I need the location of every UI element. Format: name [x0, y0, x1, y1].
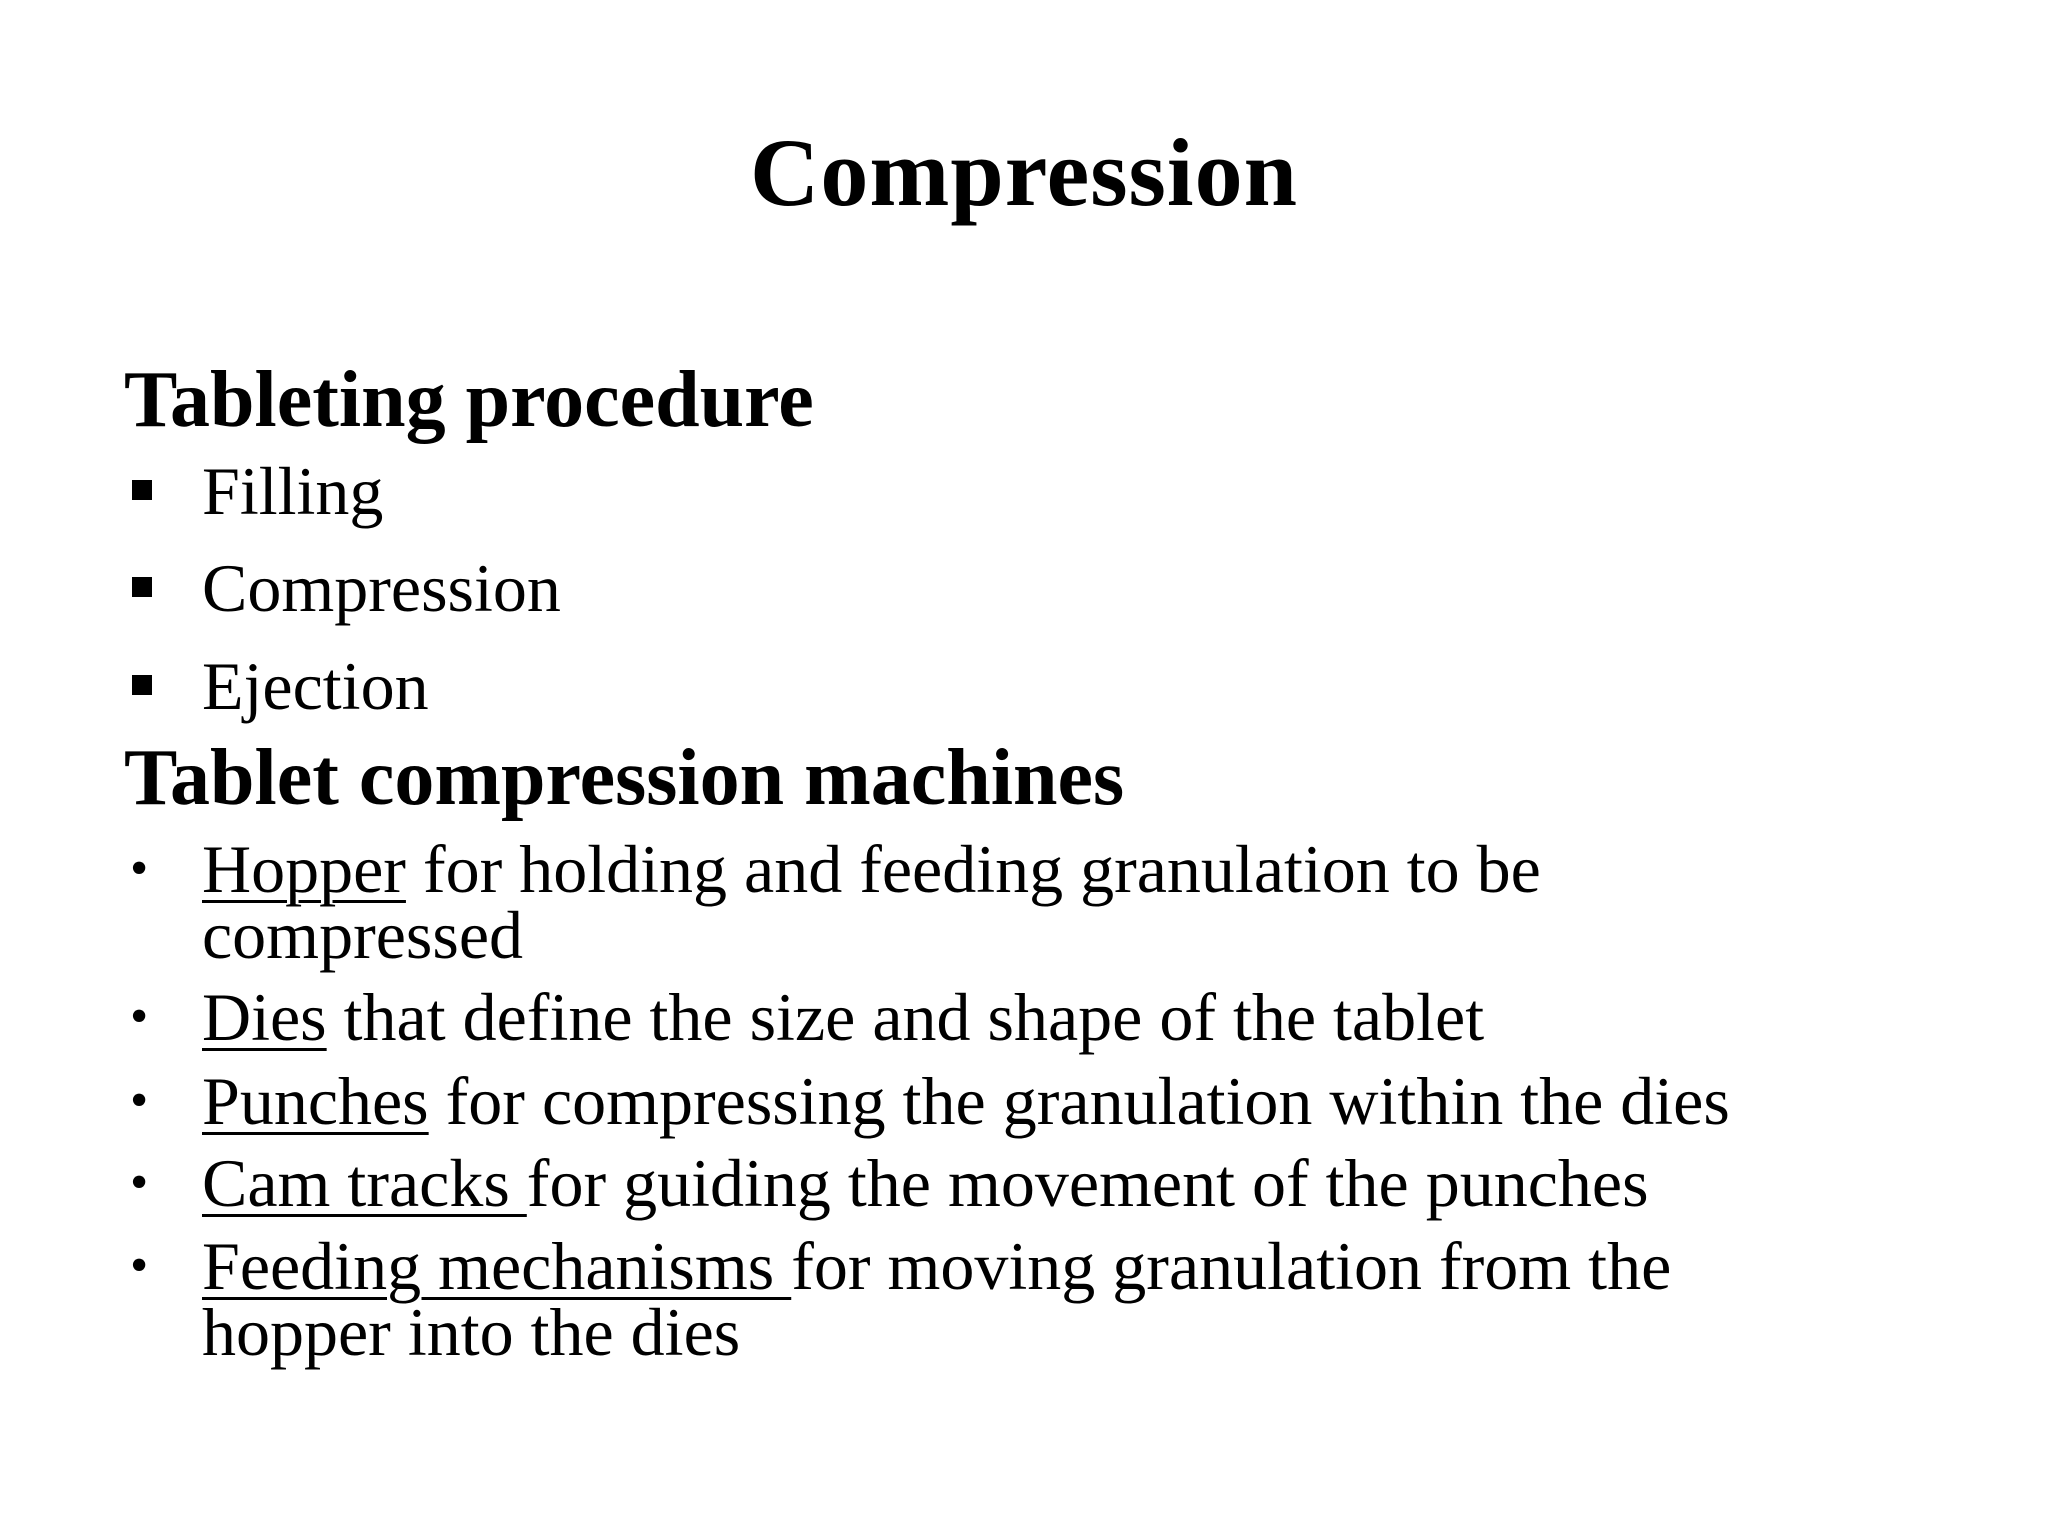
item-description: for holding and feeding granulation to be — [405, 831, 1541, 907]
term-dies: Dies — [202, 979, 327, 1055]
term-cam-tracks: Cam tracks — [202, 1145, 527, 1221]
item-description: that define the size and shape of the tablet — [326, 979, 1485, 1055]
section-heading-tablet-compression-machines: Tablet compression machines — [124, 734, 1125, 822]
square-bullet-icon — [132, 675, 152, 695]
list-item-text: Filling — [202, 453, 384, 529]
item-description: for compressing the granulation within the dies — [428, 1063, 1730, 1139]
list-item-continuation: hopper into the dies — [202, 1294, 741, 1370]
list-item-continuation: compressed — [202, 897, 524, 973]
section-heading-tableting-procedure: Tableting procedure — [124, 356, 814, 444]
dot-bullet-icon: • — [130, 1237, 149, 1294]
list-item-text: Ejection — [202, 648, 429, 724]
list-item-text — [202, 1063, 1922, 1139]
list-item-text — [202, 831, 1922, 907]
list-item-text — [202, 1145, 1922, 1221]
dot-bullet-icon: • — [130, 840, 149, 897]
item-description: for guiding the movement of the punches — [526, 1145, 1649, 1221]
list-item-text — [202, 1228, 1922, 1304]
item-description: for moving granulation from the — [791, 1228, 1672, 1304]
term-punches: Punches — [202, 1063, 429, 1139]
slide-title: Compression — [750, 119, 1298, 226]
term-feeding-mechanisms: Feeding mechanisms — [202, 1228, 792, 1304]
square-bullet-icon — [132, 480, 152, 500]
list-item-text — [202, 979, 1922, 1055]
square-bullet-icon — [132, 577, 152, 597]
list-item-text: Compression — [202, 550, 561, 626]
term-hopper: Hopper — [202, 831, 406, 907]
dot-bullet-icon: • — [130, 988, 149, 1045]
dot-bullet-icon: • — [130, 1072, 149, 1129]
dot-bullet-icon: • — [130, 1154, 149, 1211]
